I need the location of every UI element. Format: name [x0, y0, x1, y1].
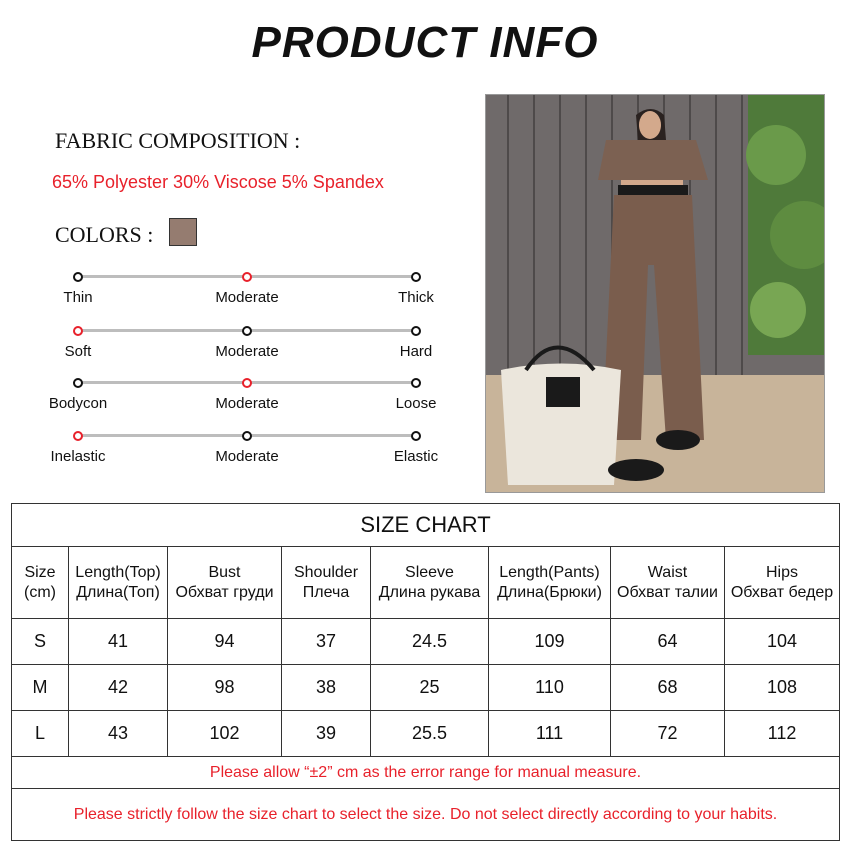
- column-header: [489, 547, 611, 619]
- table-cell: S: [12, 619, 69, 665]
- scale-dot-selected: [73, 431, 83, 441]
- column-header-line: Sleeve: [405, 563, 454, 581]
- table-cell: 108: [725, 665, 840, 711]
- table-row: [12, 619, 840, 665]
- column-header: [168, 547, 282, 619]
- measurement-note: Please allow “±2” cm as the error range for manual measure.: [12, 757, 840, 789]
- column-header-line: Bust: [208, 563, 241, 581]
- column-header: [12, 547, 69, 619]
- table-cell: 72: [611, 711, 725, 757]
- table-cell: L: [12, 711, 69, 757]
- column-header-line: (cm): [24, 583, 56, 601]
- scale-label: Loose: [395, 395, 437, 412]
- scale-label: Thin: [63, 289, 93, 306]
- table-cell: 39: [282, 711, 371, 757]
- table-cell: 94: [168, 619, 282, 665]
- table-cell: 112: [725, 711, 840, 757]
- scale-label: Bodycon: [48, 395, 108, 412]
- column-header-line: Плеча: [302, 583, 350, 601]
- scale-dot: [411, 272, 421, 282]
- column-header-line: Длина рукава: [378, 583, 481, 601]
- scale-label: Elastic: [393, 448, 439, 465]
- column-header: [725, 547, 840, 619]
- size-chart-title: SIZE CHART: [12, 504, 840, 547]
- column-header-line: Shoulder: [293, 563, 359, 581]
- column-header: [371, 547, 489, 619]
- table-cell: 111: [489, 711, 611, 757]
- table-cell: 110: [489, 665, 611, 711]
- scale-label: Moderate: [215, 289, 279, 306]
- column-header: [69, 547, 168, 619]
- column-header-line: Hips: [766, 563, 799, 581]
- scale-dot: [411, 326, 421, 336]
- scale-label: Thick: [398, 289, 434, 306]
- table-cell: 41: [69, 619, 168, 665]
- column-header-line: Обхват талии: [617, 583, 718, 601]
- table-cell: 98: [168, 665, 282, 711]
- scale-dot: [411, 378, 421, 388]
- table-cell: 109: [489, 619, 611, 665]
- table-cell: 25: [371, 665, 489, 711]
- scale-label: Hard: [399, 343, 433, 360]
- scale-dot: [73, 272, 83, 282]
- table-cell: 38: [282, 665, 371, 711]
- column-header-line: Length(Pants): [499, 563, 600, 581]
- table-cell: 43: [69, 711, 168, 757]
- size-chart-table: [11, 503, 840, 841]
- column-header: [282, 547, 371, 619]
- scale-label: Moderate: [215, 343, 279, 360]
- scale-dot: [242, 326, 252, 336]
- column-header-line: Длина(Топ): [76, 583, 160, 601]
- table-cell: M: [12, 665, 69, 711]
- scale-dot: [242, 431, 252, 441]
- column-header: [611, 547, 725, 619]
- table-cell: 104: [725, 619, 840, 665]
- column-header-line: Length(Top): [75, 563, 161, 581]
- scale-label: Moderate: [215, 448, 279, 465]
- scale-dot-selected: [242, 378, 252, 388]
- table-row: [12, 711, 840, 757]
- scale-dot-selected: [242, 272, 252, 282]
- column-header-line: Waist: [647, 563, 688, 581]
- size-selection-note: Please strictly follow the size chart to select the size. Do not select directly according to your habits.: [12, 789, 840, 841]
- fabric-composition-label: FABRIC COMPOSITION :: [55, 128, 301, 153]
- column-header-line: Обхват бедер: [730, 583, 834, 601]
- product-photo: [485, 94, 825, 493]
- table-cell: 25.5: [371, 711, 489, 757]
- column-header-line: Длина(Брюки): [497, 583, 602, 601]
- table-cell: 24.5: [371, 619, 489, 665]
- page-title: PRODUCT INFO: [251, 18, 599, 67]
- colors-label: COLORS :: [55, 222, 154, 247]
- table-cell: 64: [611, 619, 725, 665]
- column-header-line: Обхват груди: [175, 583, 274, 601]
- table-cell: 68: [611, 665, 725, 711]
- fabric-composition-value: 65% Polyester 30% Viscose 5% Spandex: [52, 172, 384, 192]
- scale-label: Soft: [64, 343, 92, 360]
- table-cell: 102: [168, 711, 282, 757]
- table-cell: 42: [69, 665, 168, 711]
- table-row: [12, 665, 840, 711]
- table-cell: 37: [282, 619, 371, 665]
- scale-label: Inelastic: [50, 448, 106, 465]
- scale-dot: [73, 378, 83, 388]
- scale-dot: [411, 431, 421, 441]
- column-header-line: Size: [24, 563, 56, 581]
- scale-dot-selected: [73, 326, 83, 336]
- color-swatch[interactable]: [169, 218, 197, 246]
- scale-label: Moderate: [215, 395, 279, 412]
